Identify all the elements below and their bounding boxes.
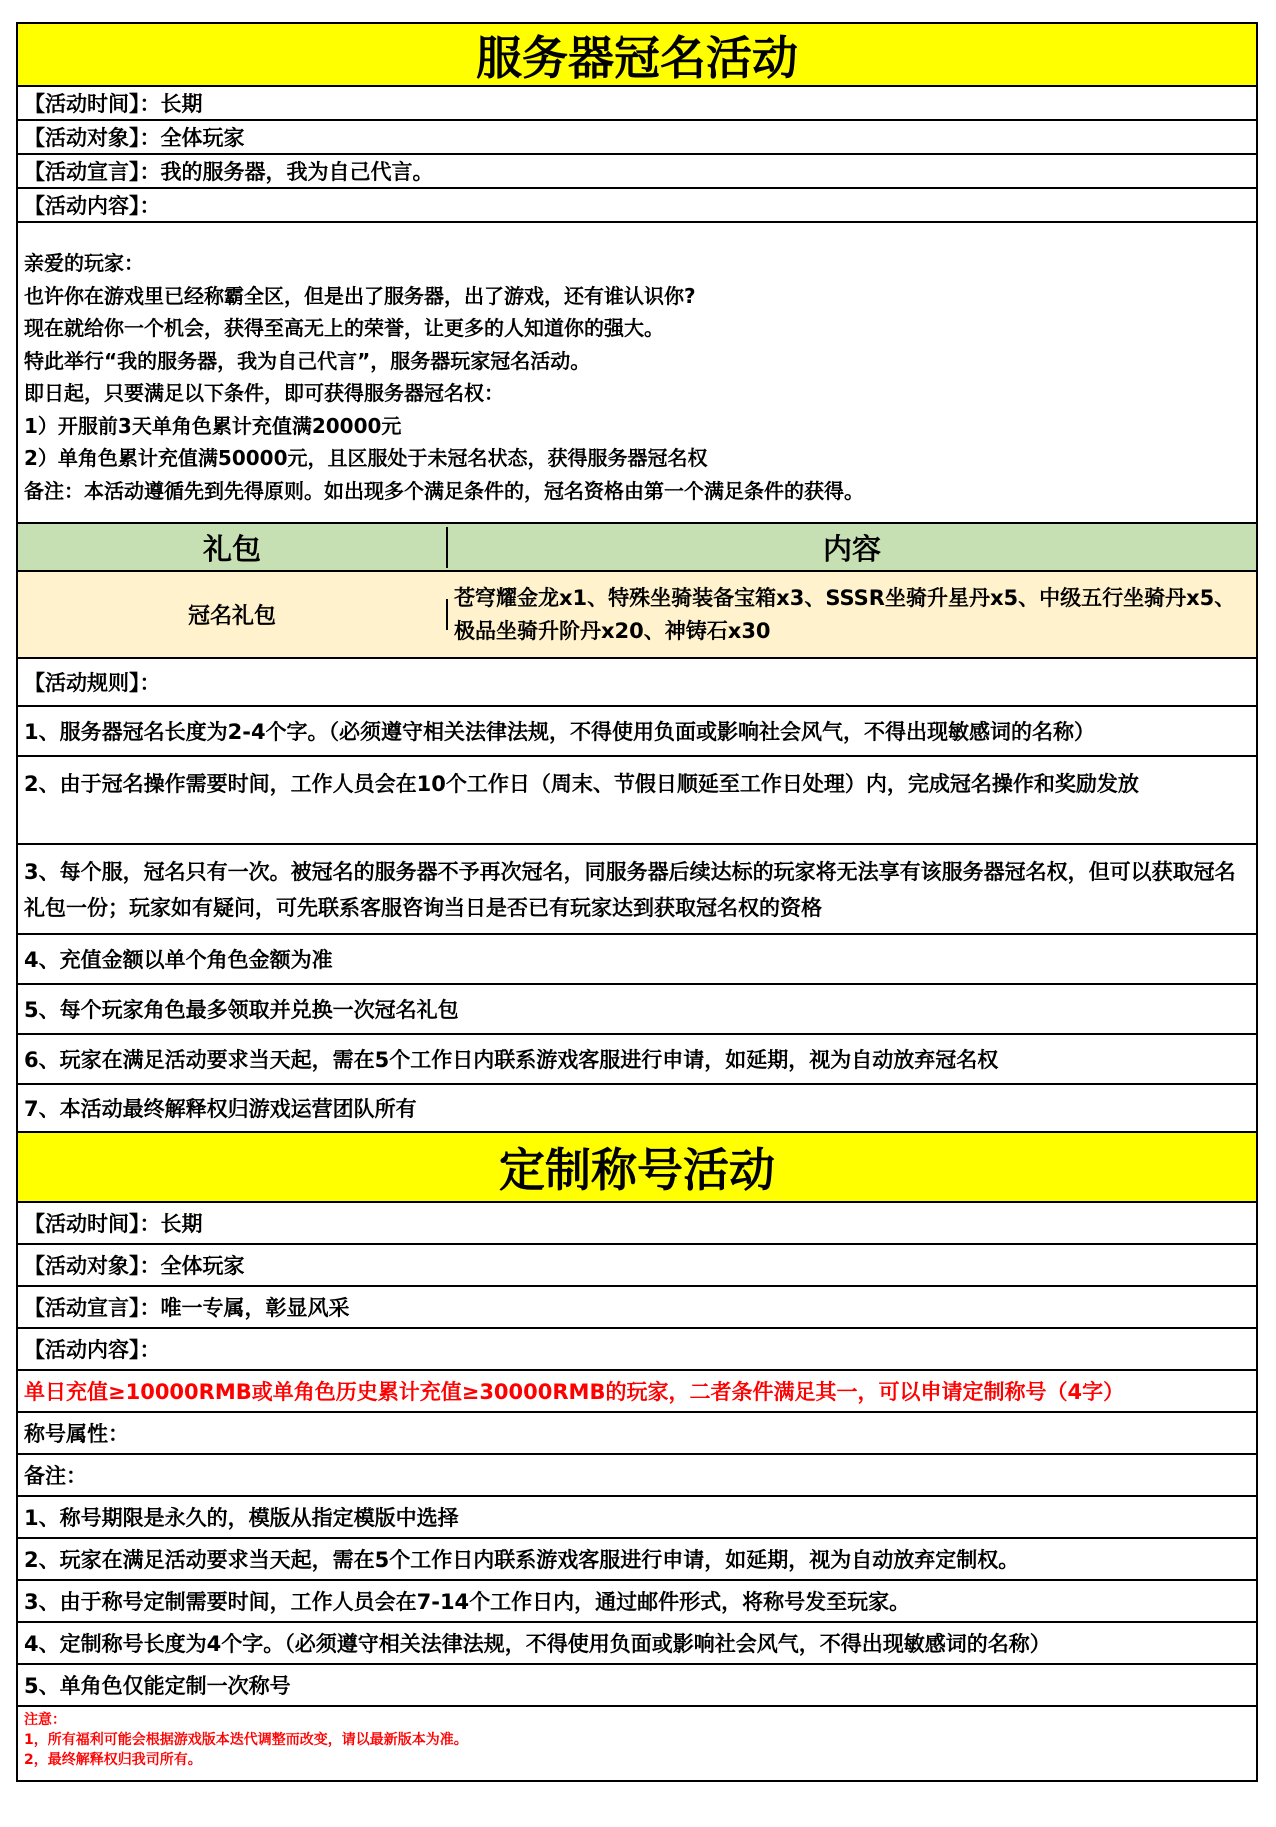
section2-rule: 5、单角色仅能定制一次称号	[18, 1665, 1256, 1707]
intro-line: 2）单角色累计充值满50000元，且区服处于未冠名状态，获得服务器冠名权	[24, 446, 708, 470]
section2-rule: 4、定制称号长度为4个字。（必须遵守相关法律法规，不得使用负面或影响社会风气，不得出现敏感词的名称）	[18, 1623, 1256, 1665]
section1-rules-label: 【活动规则】：	[18, 659, 1256, 707]
section1-time: 【活动时间】：长期	[18, 87, 1256, 121]
activity-sheet	[16, 22, 1258, 1782]
section2-rule: 1、称号期限是永久的，模版从指定模版中选择	[18, 1497, 1256, 1539]
intro-line: 备注：本活动遵循先到先得原则。如出现多个满足条件的，冠名资格由第一个满足条件的获得。	[24, 478, 864, 503]
section1-rule: 3、每个服，冠名只有一次。被冠名的服务器不予再次冠名，同服务器后续达标的玩家将无法享有该服务器冠名权，但可以获取冠名礼包一份；玩家如有疑问，可先联系客服咨询当日是否已有玩家达到获取冠名权的资格	[18, 845, 1256, 935]
section1-rule: 6、玩家在满足活动要求当天起，需在5个工作日内联系游戏客服进行申请，如延期，视为自动放弃冠名权	[18, 1035, 1256, 1085]
section2-title: 定制称号活动	[18, 1133, 1256, 1203]
section2-condition: 单日充值≥10000RMB或单角色历史累计充值≥30000RMB的玩家，二者条件满足其一，可以申请定制称号（4字）	[18, 1371, 1256, 1413]
section1-rule: 4、充值金额以单个角色金额为准	[18, 935, 1256, 985]
section1-rule: 1、服务器冠名长度为2-4个字。（必须遵守相关法律法规，不得使用负面或影响社会风气，不得出现敏感词的名称）	[18, 707, 1256, 757]
intro-line: 即日起，只要满足以下条件，即可获得服务器冠名权：	[24, 381, 504, 405]
section1-target: 【活动对象】：全体玩家	[18, 121, 1256, 155]
section1-title: 服务器冠名活动	[18, 24, 1256, 87]
footer-note-line: 1，所有福利可能会根据游戏版本迭代调整而改变，请以最新版本为准。	[24, 1732, 468, 1748]
gift-content: 苍穹耀金龙x1、特殊坐骑装备宝箱x3、SSSR坐骑升星丹x5、中级五行坐骑丹x5、极品坐骑升阶丹x20、神铸石x30	[454, 585, 1236, 643]
gift-header-name: 礼包	[18, 527, 448, 568]
section2-slogan: 【活动宣言】：唯一专属，彰显风采	[18, 1287, 1256, 1329]
gift-table-row	[18, 572, 1256, 659]
gift-name: 冠名礼包	[18, 599, 448, 630]
footer-note-line: 2，最终解释权归我司所有。	[24, 1752, 202, 1768]
section1-content-label: 【活动内容】：	[18, 189, 1256, 223]
gift-header-content: 内容	[822, 531, 881, 566]
section2-rule: 2、玩家在满足活动要求当天起，需在5个工作日内联系游戏客服进行申请，如延期，视为自动放弃定制权。	[18, 1539, 1256, 1581]
section2-time: 【活动时间】：长期	[18, 1203, 1256, 1245]
section2-content-label: 【活动内容】：	[18, 1329, 1256, 1371]
intro-line: 1）开服前3天单角色累计充值满20000元	[24, 413, 402, 438]
gift-table-header	[18, 524, 1256, 572]
intro-line: 现在就给你一个机会，获得至高无上的荣誉，让更多的人知道你的强大。	[24, 316, 664, 340]
section1-rule: 2、由于冠名操作需要时间，工作人员会在10个工作日（周末、节假日顺延至工作日处理）内，完成冠名操作和奖励发放	[18, 757, 1256, 845]
intro-line: 特此举行“我的服务器，我为自己代言”，服务器玩家冠名活动。	[24, 348, 591, 373]
section2-rule: 3、由于称号定制需要时间，工作人员会在7-14个工作日内，通过邮件形式，将称号发至玩家。	[18, 1581, 1256, 1623]
section2-notes-label: 备注：	[18, 1455, 1256, 1497]
section2-attr-label: 称号属性：	[18, 1413, 1256, 1455]
section2-target: 【活动对象】：全体玩家	[18, 1245, 1256, 1287]
intro-line: 也许你在游戏里已经称霸全区，但是出了服务器，出了游戏，还有谁认识你?	[24, 283, 696, 308]
section1-slogan: 【活动宣言】：我的服务器，我为自己代言。	[18, 155, 1256, 189]
footer-note-line: 注意：	[24, 1712, 66, 1728]
intro-line: 亲爱的玩家：	[24, 251, 144, 275]
section1-intro	[18, 223, 1256, 524]
footer-notes	[18, 1707, 1256, 1780]
section1-rule: 7、本活动最终解释权归游戏运营团队所有	[18, 1085, 1256, 1133]
section1-rule: 5、每个玩家角色最多领取并兑换一次冠名礼包	[18, 985, 1256, 1035]
